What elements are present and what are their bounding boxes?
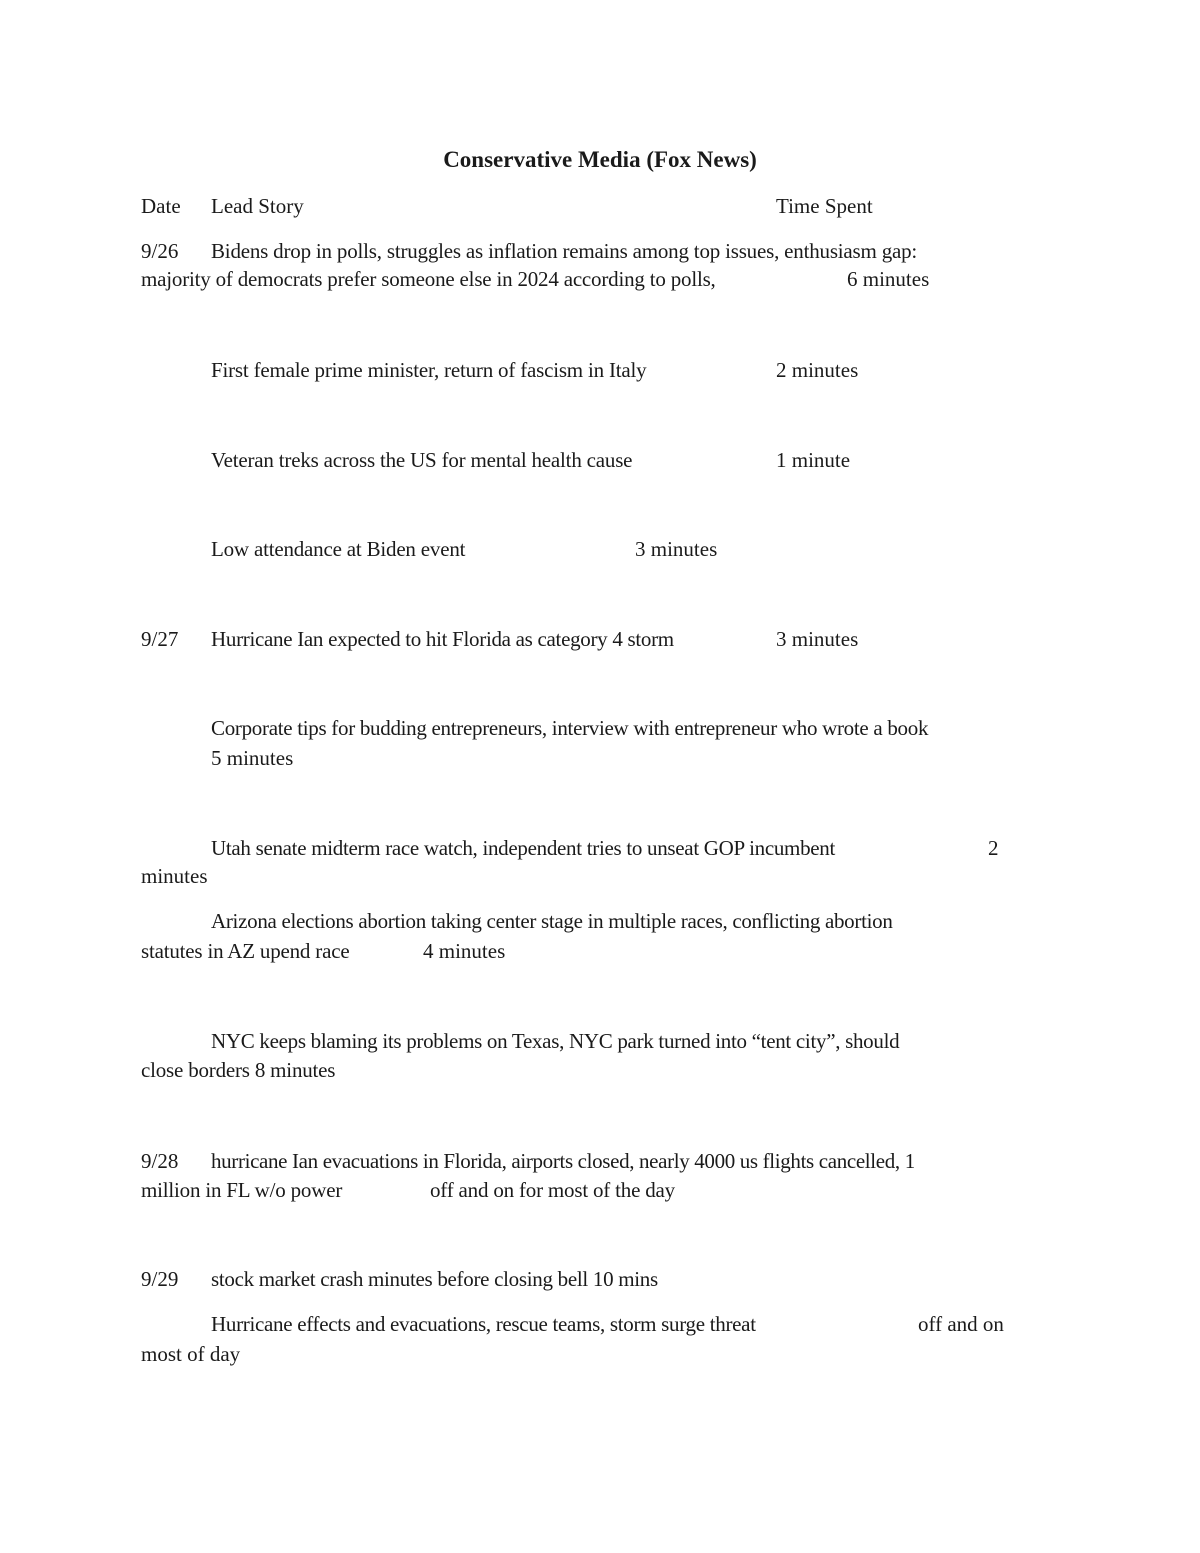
entry-story: Corporate tips for budding entrepreneurs, interview with entrepreneur who wrote a book xyxy=(211,716,929,740)
entry-story-line2: close borders 8 minutes xyxy=(141,1058,336,1082)
entry-story-line2: million in FL w/o power xyxy=(141,1178,343,1202)
entry-time: off and on for most of the day xyxy=(430,1178,675,1202)
entry-story: Utah senate midterm race watch, independent tries to unseat GOP incumbent xyxy=(211,836,836,860)
page-title: Conservative Media (Fox News) xyxy=(443,147,757,172)
entry-time-part2: most of day xyxy=(141,1342,241,1366)
entry-date: 9/27 xyxy=(141,627,179,651)
entry-story-line2: majority of democrats prefer someone else in 2024 according to polls, xyxy=(141,267,716,291)
entry-date: 9/28 xyxy=(141,1149,179,1173)
entry-time: 2 minutes xyxy=(776,358,859,382)
entry-time: 3 minutes xyxy=(635,537,718,561)
entry-date: 9/26 xyxy=(141,239,179,263)
header-time-spent: Time Spent xyxy=(776,194,873,218)
entry-story-line2: statutes in AZ upend race xyxy=(141,939,350,963)
entry-story: Hurricane effects and evacuations, rescue teams, storm surge threat xyxy=(211,1312,756,1336)
entry-story-line1: hurricane Ian evacuations in Florida, airports closed, nearly 4000 us flights cancelled, 1 xyxy=(211,1149,915,1173)
entry-time-part1: 2 xyxy=(988,836,999,860)
entry-time: 5 minutes xyxy=(211,746,294,770)
entry-story-line1: Bidens drop in polls, struggles as inflation remains among top issues, enthusiasm gap: xyxy=(211,239,918,263)
header-date: Date xyxy=(141,194,181,218)
entry-story: stock market crash minutes before closing bell 10 mins xyxy=(211,1267,658,1291)
entry-time: 4 minutes xyxy=(423,939,506,963)
entry-story: Hurricane Ian expected to hit Florida as category 4 storm xyxy=(211,627,674,651)
entry-time: 1 minute xyxy=(776,448,851,472)
entry-story: Veteran treks across the US for mental health cause xyxy=(211,448,633,472)
entry-date: 9/29 xyxy=(141,1267,179,1291)
entry-time-part1: off and on xyxy=(918,1312,1004,1336)
entry-time: 6 minutes xyxy=(847,267,930,291)
entry-time-part2: minutes xyxy=(141,864,208,888)
entry-time: 3 minutes xyxy=(776,627,859,651)
header-lead-story: Lead Story xyxy=(211,194,304,218)
entry-story: First female prime minister, return of fascism in Italy xyxy=(211,358,647,382)
entry-story-line1: Arizona elections abortion taking center stage in multiple races, conflicting abortion xyxy=(211,909,893,933)
entry-story-line1: NYC keeps blaming its problems on Texas, NYC park turned into “tent city”, should xyxy=(211,1029,900,1053)
entry-story: Low attendance at Biden event xyxy=(211,537,466,561)
